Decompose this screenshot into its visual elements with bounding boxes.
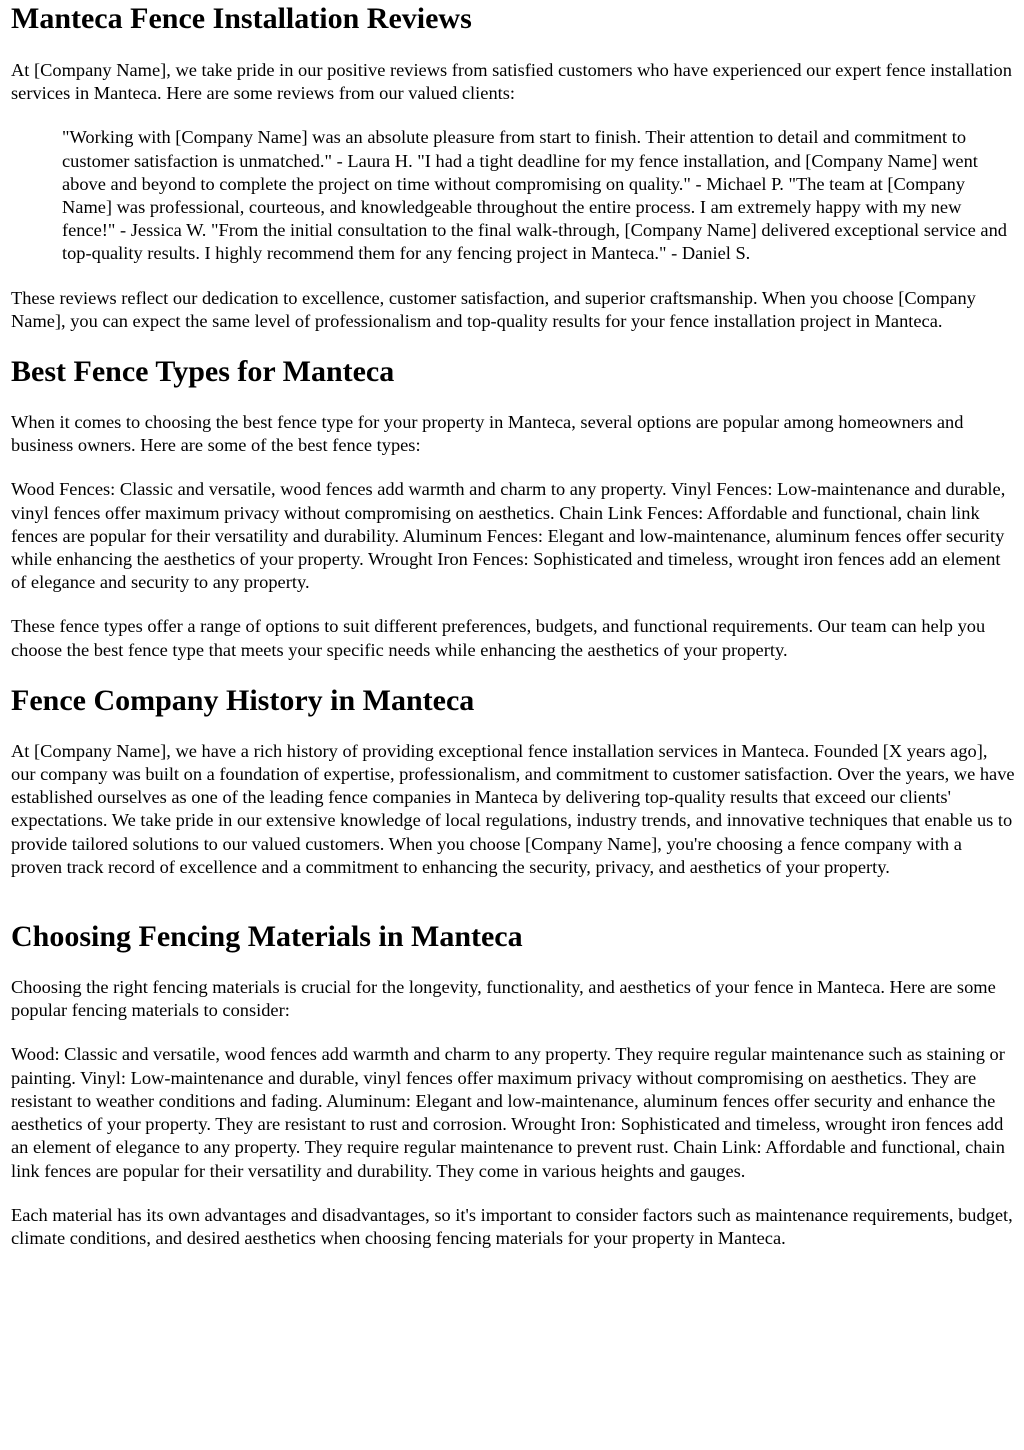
fence-types-heading: Best Fence Types for Manteca bbox=[11, 355, 395, 389]
reviews-heading: Manteca Fence Installation Reviews bbox=[11, 2, 472, 35]
fencing-materials-heading: Choosing Fencing Materials in Manteca bbox=[11, 920, 523, 954]
fence-types-list-paragraph: Wood Fences: Classic and versatile, wood fences add warmth and charm to any property. Vinyl Fences: Low-maintenance and durable, vinyl fences offer maximum privacy without compromising on aesthetics. Chain Link Fences: Affordable and functional, chain link fences are popular for their versatility and durability. Aluminum Fences: Elegant and low-maintenance, aluminum fences offer security while enhancing the aesthetics of your property. Wrought Iron Fences: Sophisticated and timeless, wrought iron fences add an element of elegance and security to any property. bbox=[11, 479, 1006, 593]
reviews-outro-paragraph: These reviews reflect our dedication to excellence, customer satisfaction, and superior craftsmanship. When you choose [Company Name], you can expect the same level of professionalism and top-quality results for your fence installation project in Manteca. bbox=[11, 287, 976, 331]
reviews-blockquote: "Working with [Company Name] was an absolute pleasure from start to finish. Their attention to detail and commitment to customer satisfaction is unmatched." - Laura H. "I had a tight deadline for my fence installation, and [Company Name] went above and beyond to complete the project on time without compromising on quality." - Michael P. "The team at [Company Name] was professional, courteous, and knowledgeable throughout the entire process. I am extremely happy with my new fence!" - Jessica W. "From the initial consultation to the final walk-through, [Company Name] delivered exceptional service and top-quality results. I highly recommend them for any fencing project in Manteca." - Daniel S. bbox=[62, 127, 1007, 264]
reviews-intro-paragraph: At [Company Name], we take pride in our positive reviews from satisfied customers who have experienced our expert fence installation services in Manteca. Here are some reviews from our valued clients: bbox=[11, 60, 1012, 104]
fencing-materials-list-paragraph: Wood: Classic and versatile, wood fences add warmth and charm to any property. They require regular maintenance such as staining or painting. Vinyl: Low-maintenance and durable, vinyl fences offer maximum privacy without compromising on aesthetics. They are resistant to weather conditions and fading. Aluminum: Elegant and low-maintenance, aluminum fences offer security and enhance the aesthetics of your property. They are resistant to rust and corrosion. Wrought Iron: Sophisticated and timeless, wrought iron fences add an element of elegance to any property. They require regular maintenance to prevent rust. Chain Link: Affordable and functional, chain link fences are popular for their versatility and durability. They come in various heights and gauges. bbox=[11, 1044, 1005, 1181]
document-page bbox=[0, 2, 1024, 1250]
company-history-heading: Fence Company History in Manteca bbox=[11, 683, 475, 717]
fencing-materials-outro-paragraph: Each material has its own advantages and disadvantages, so it's important to consider factors such as maintenance requirements, budget, climate conditions, and desired aesthetics when choosing fencing materials for your property in Manteca. bbox=[11, 1204, 1013, 1248]
company-history-paragraph: At [Company Name], we have a rich history of providing exceptional fence installation services in Manteca. Founded [X years ago], our company was built on a foundation of expertise, professionalism, and commitment to customer satisfaction. Over the years, we have established ourselves as one of the leading fence companies in Manteca by delivering top-quality results that exceed our clients' expectations. We take pride in our extensive knowledge of local regulations, industry trends, and innovative techniques that enable us to provide tailored solutions to our valued customers. When you choose [Company Name], you're choosing a fence company with a proven track record of excellence and a commitment to enhancing the security, privacy, and aesthetics of your property. bbox=[11, 740, 1015, 877]
fence-types-intro-paragraph: When it comes to choosing the best fence type for your property in Manteca, several options are popular among homeowners and business owners. Here are some of the best fence types: bbox=[11, 412, 964, 456]
fencing-materials-intro-paragraph: Choosing the right fencing materials is crucial for the longevity, functionality, and aesthetics of your fence in Manteca. Here are some popular fencing materials to consider: bbox=[11, 977, 996, 1021]
fence-types-outro-paragraph: These fence types offer a range of options to suit different preferences, budgets, and functional requirements. Our team can help you choose the best fence type that meets your specific needs while enhancing the aesthetics of your property. bbox=[11, 616, 986, 660]
